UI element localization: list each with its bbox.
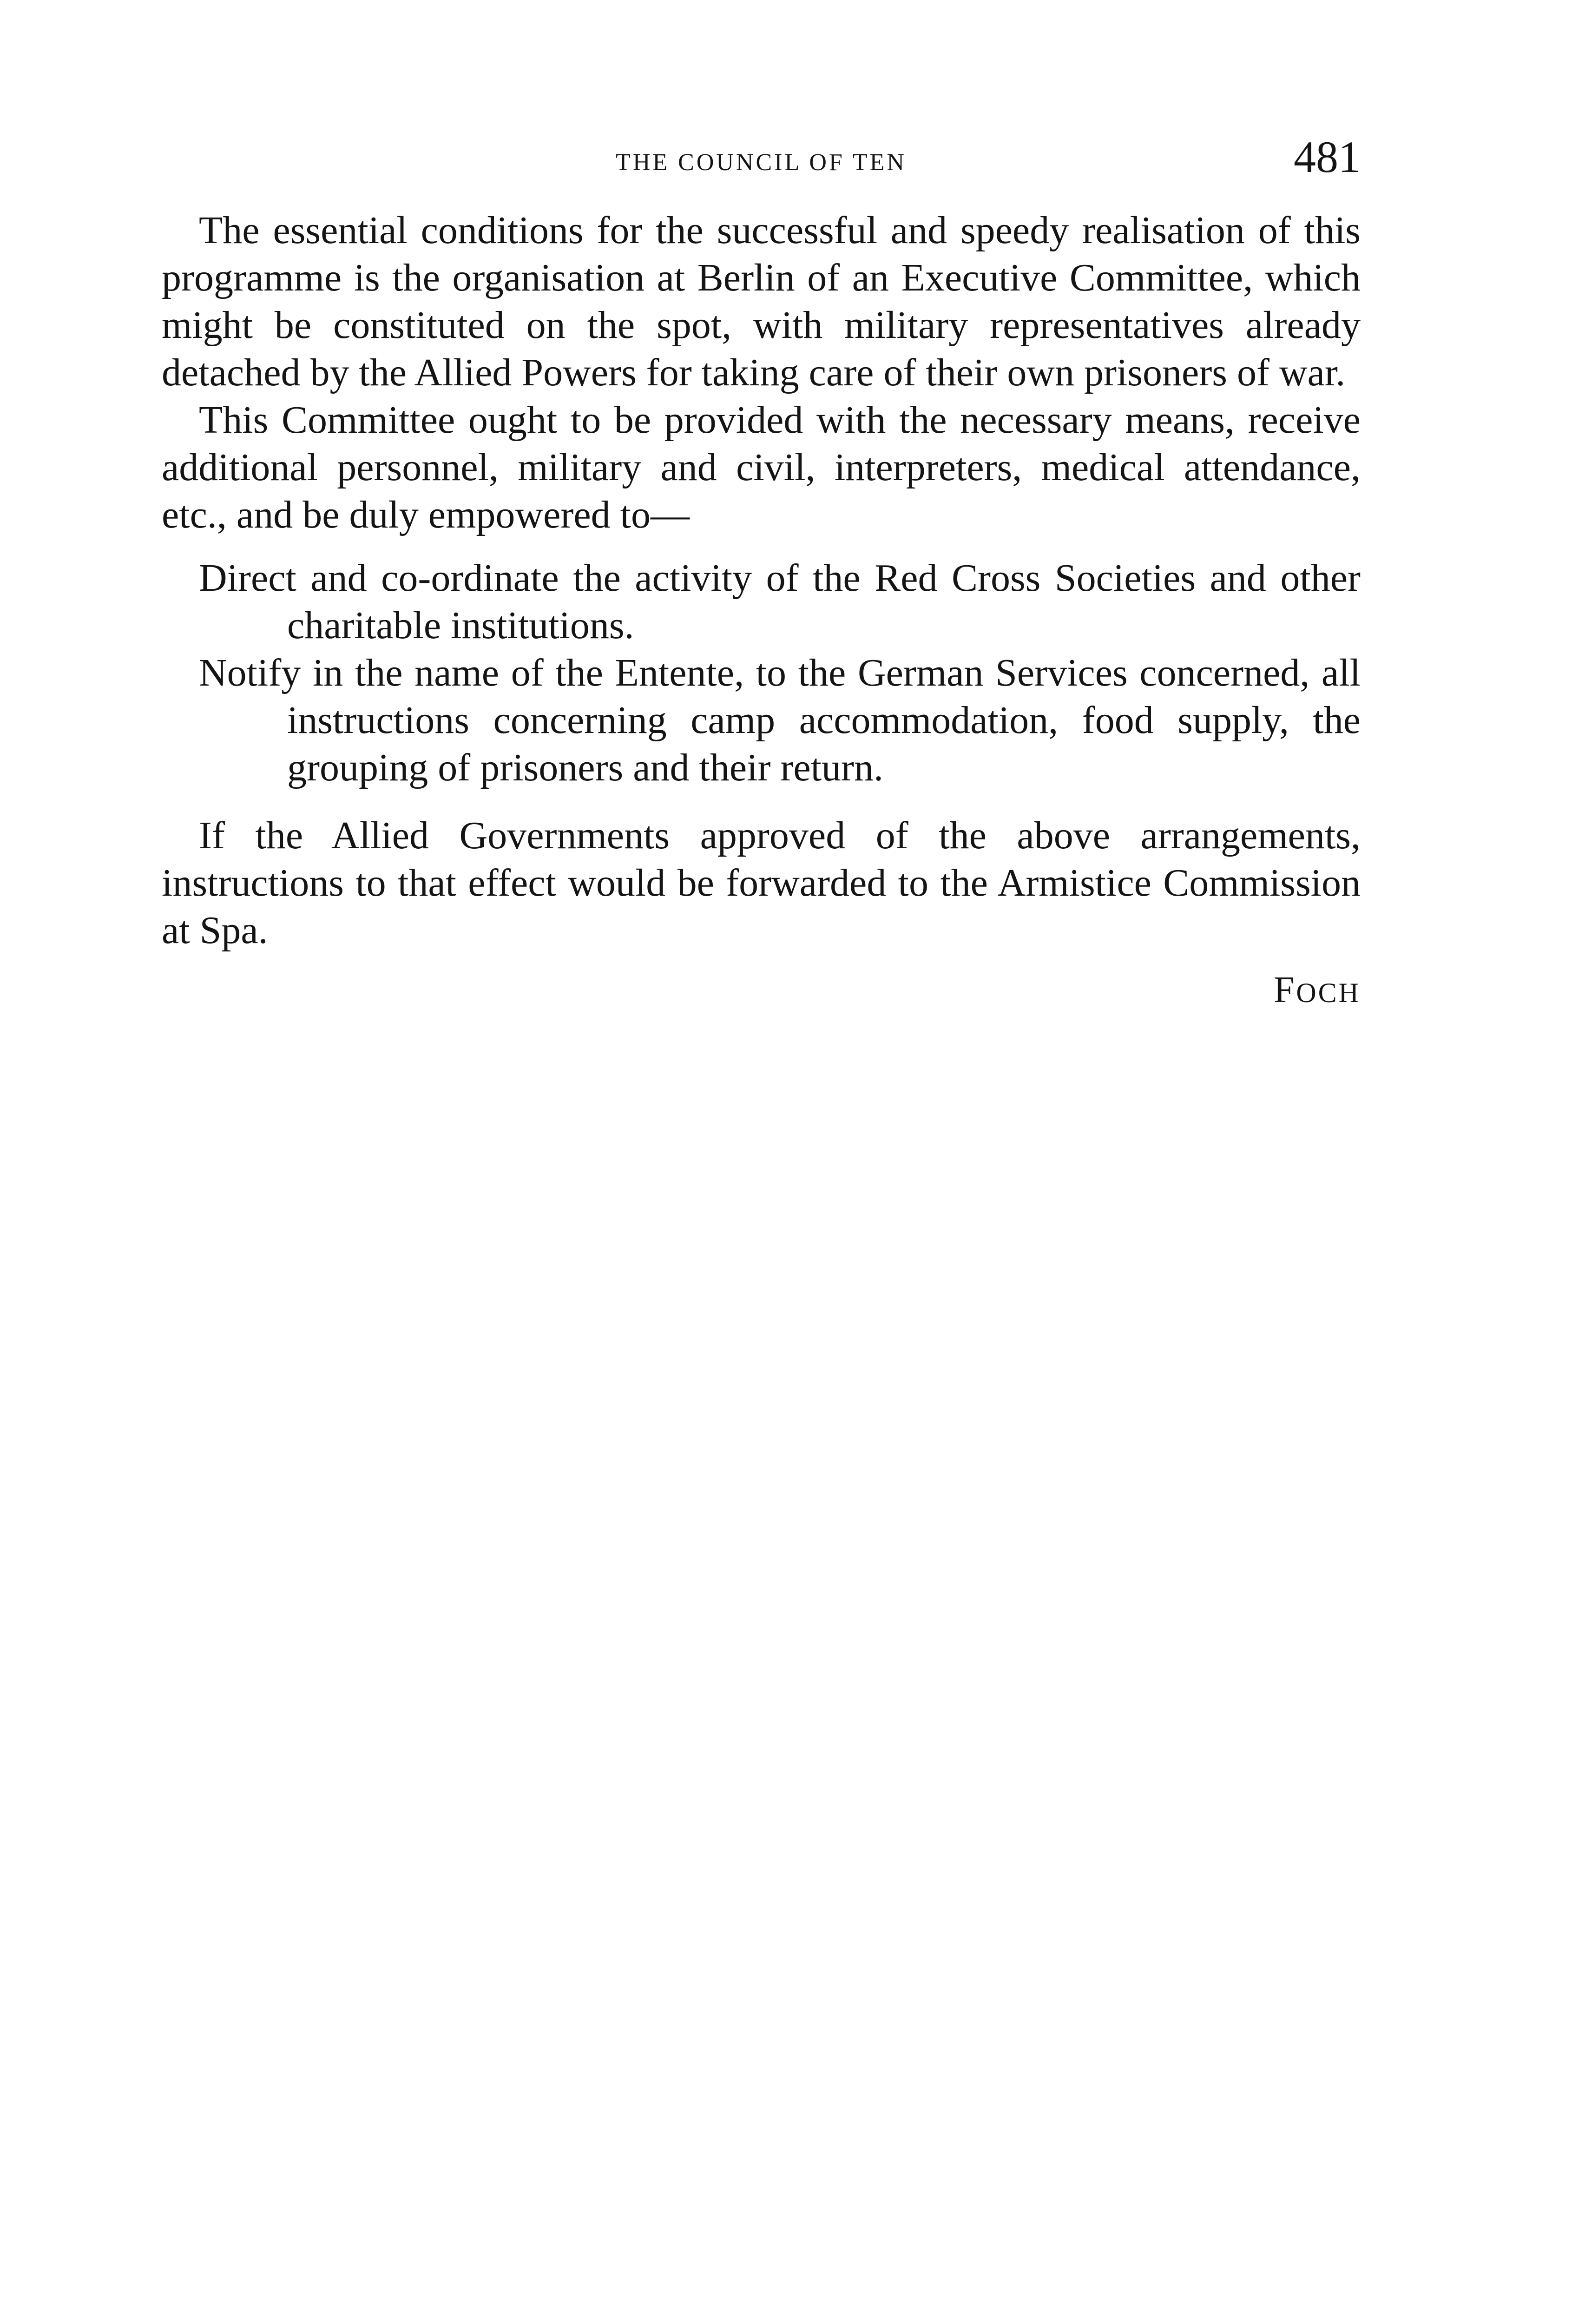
paragraph-conditions: The essential conditions for the successful and speedy realisation of this programme is the organisation at Berlin of an Executive Committee, which might be constituted on the spot, with military representatives already detached by the Allied Powers for taking care of their own prisoners of war. bbox=[162, 209, 1361, 394]
paragraph-committee: This Committee ought to be provided with the necessary means, receive additional personnel, military and civil, interpreters, medical attendance, etc., and be duly empowered to— bbox=[162, 398, 1361, 536]
paragraph-approval: If the Allied Governments approved of the above arrangements, instructions to that effect would be forwarded to the Armistice Commission at Spa. bbox=[162, 814, 1361, 952]
list-item-notify: Notify in the name of the Entente, to the German Services concerned, all instructions concerning camp accommodation, food supply, the grouping of prisoners and their return. bbox=[199, 651, 1361, 789]
body-text bbox=[162, 207, 1361, 1017]
page-number: 481 bbox=[1294, 132, 1361, 182]
signature bbox=[162, 966, 1361, 1017]
running-header bbox=[162, 133, 1361, 184]
list-item-direct: Direct and co-ordinate the activity of the Red Cross Societies and other charitable institutions. bbox=[199, 556, 1361, 647]
empowerment-list bbox=[162, 555, 1361, 792]
signature-rest: OCH bbox=[1296, 977, 1361, 1008]
running-title: THE COUNCIL OF TEN bbox=[616, 149, 907, 176]
signature-initial: F bbox=[1273, 970, 1296, 1010]
